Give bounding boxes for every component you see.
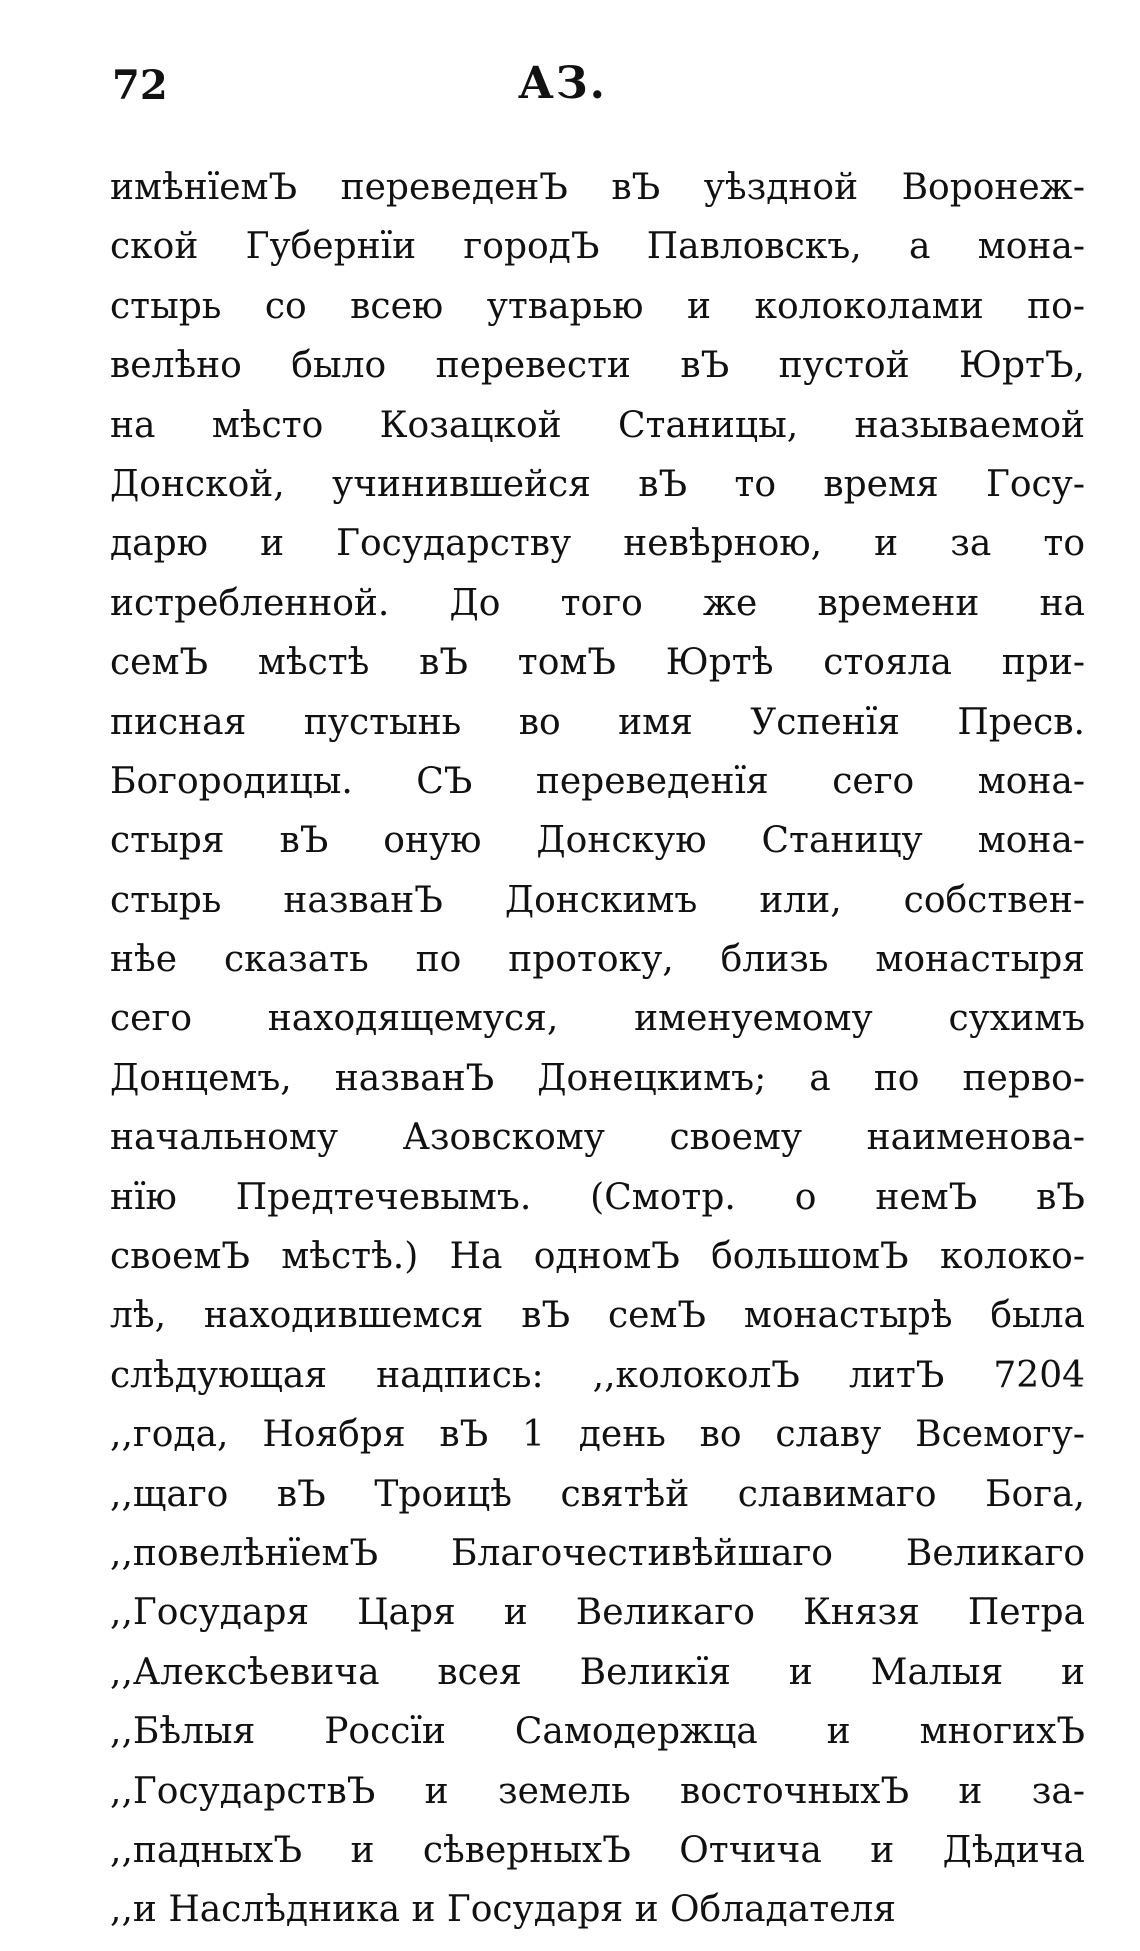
text-line: ,,Государя Царя и Великаго Князя Петра [110, 1592, 1085, 1634]
text-line: семЪ мѣстѣ вЪ томЪ Юртѣ стояла при- [110, 642, 1085, 684]
text-line: Донской, учинившейся вЪ то время Госу- [110, 463, 1085, 505]
text-line: ,,Бѣлыя Россїи Самодержца и многихЪ [110, 1711, 1085, 1753]
text-line: начальному Азовскому своему наименова- [110, 1117, 1085, 1159]
text-line: писная пустынь во имя Успенїя Пресв. [110, 701, 1085, 743]
text-line: дарю и Государству невѣрною, и за то [110, 523, 1085, 565]
text-line: Богородицы. СЪ переведенїя сего мона- [110, 760, 1085, 802]
text-line: ской Губернїи городЪ Павловскъ, а мона- [110, 226, 1085, 268]
text-line: на мѣсто Козацкой Станицы, называемой [110, 404, 1085, 446]
text-line: стыря вЪ оную Донскую Станицу мона- [110, 820, 1085, 862]
text-line: истребленной. До того же времени на [110, 582, 1085, 624]
text-line: ,,года, Ноября вЪ 1 день во славу Всемогу- [110, 1414, 1085, 1456]
text-line: ,,и Наслѣдника и Государя и Обладателя [110, 1889, 896, 1931]
text-line: ,,падныхЪ и сѣверныхЪ Отчича и Дѣдича [110, 1829, 1085, 1871]
text-line: ,,повелѣнїемЪ Благочестивѣйшаго Великаго [110, 1532, 1085, 1574]
page-number: 72 [112, 62, 168, 109]
text-line: ,,ГосударствЪ и земель восточныхЪ и за- [110, 1770, 1085, 1812]
text-line: имѣнїемЪ переведенЪ вЪ уѣздной Воронеж- [110, 167, 1085, 208]
running-head: АЗ. [518, 58, 607, 109]
body-text [110, 158, 1085, 1940]
text-line: ,,щаго вЪ Троицѣ святѣй славимаго Бога, [110, 1473, 1085, 1515]
text-line: своемЪ мѣстѣ.) На одномЪ большомЪ колоко- [110, 1236, 1085, 1278]
text-line: велѣно было перевести вЪ пустой ЮртЪ, [110, 345, 1085, 387]
text-line: нѣе сказать по протоку, близь монастыря [110, 939, 1085, 981]
text-line: сего находящемуся, именуемому сухимъ [110, 998, 1085, 1040]
text-line: нїю Предтечевымъ. (Смотр. о немЪ вЪ [110, 1176, 1085, 1218]
text-line: ,,Алексѣевича всея Великїя и Малыя и [110, 1651, 1085, 1693]
text-line: Донцемъ, названЪ Донецкимъ; а по перво- [110, 1057, 1085, 1099]
text-line: лѣ, находившемся вЪ семЪ монастырѣ была [110, 1295, 1085, 1337]
text-line: стырь названЪ Донскимъ или, собствен- [110, 879, 1085, 921]
text-line: стырь со всею утварью и колоколами по- [110, 285, 1085, 327]
text-line: слѣдующая надпись: ,,колоколЪ литЪ 7204 [110, 1354, 1085, 1396]
